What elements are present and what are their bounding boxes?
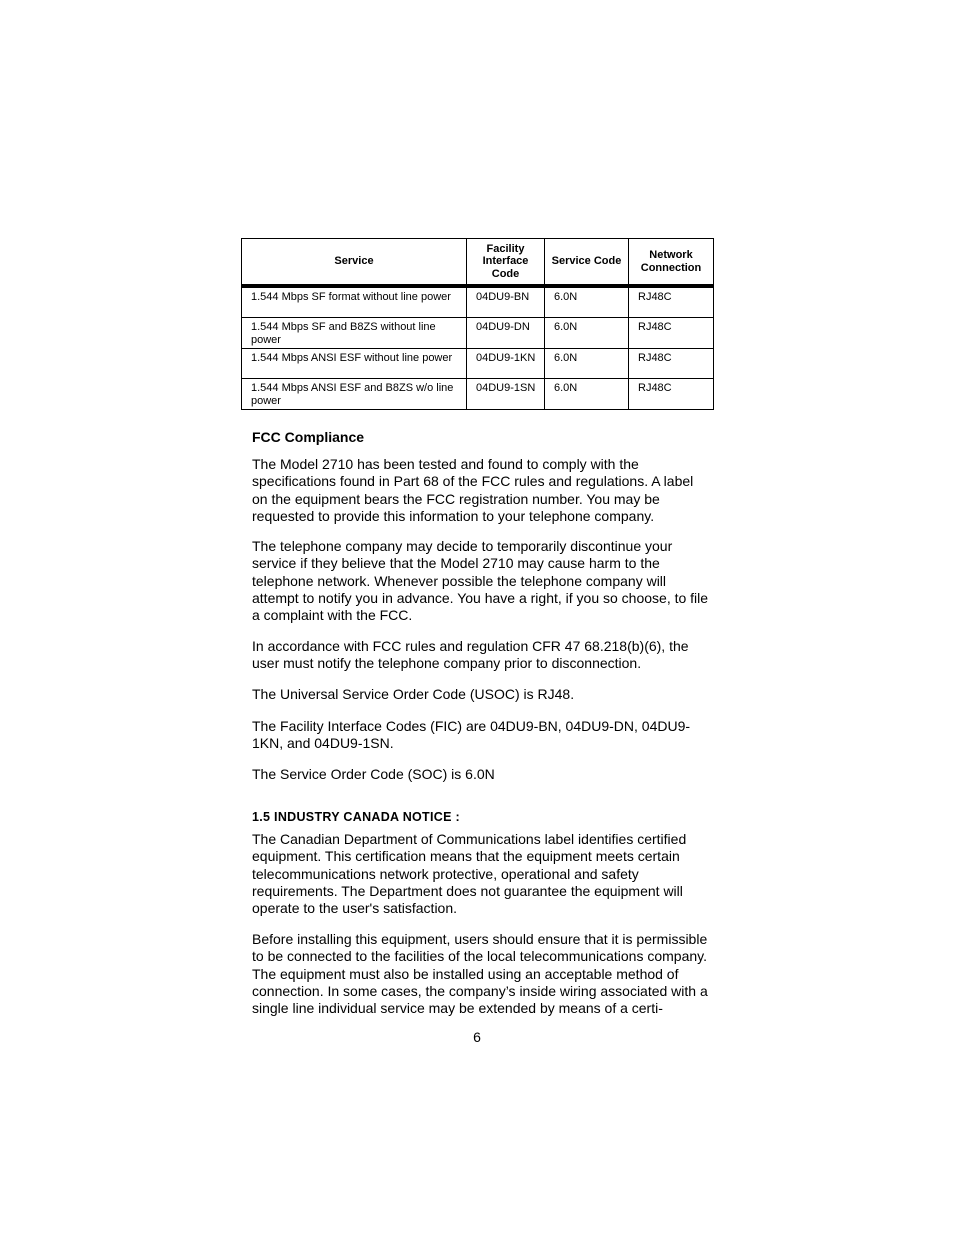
table-row xyxy=(242,379,714,410)
fcc-paragraph-soc: The Service Order Code (SOC) is 6.0N xyxy=(252,766,495,782)
header-service: Service xyxy=(242,239,467,287)
fcc-compliance-heading: FCC Compliance xyxy=(252,429,365,445)
table-header-row xyxy=(242,239,714,287)
cell-service: 1.544 Mbps SF format without line power xyxy=(242,286,467,318)
cell-network-connection: RJ48C xyxy=(629,318,714,349)
table-row xyxy=(242,349,714,379)
header-network-connection: Network Connection xyxy=(629,239,714,287)
industry-canada-heading: 1.5 INDUSTRY CANADA NOTICE : xyxy=(252,810,460,824)
cell-network-connection: RJ48C xyxy=(629,379,714,410)
fcc-paragraph-3: In accordance with FCC rules and regulation CFR 47 68.218(b)(6), the user must notify the telephone company prior to disconnection. xyxy=(252,638,689,672)
table-row xyxy=(242,318,714,349)
cell-network-connection: RJ48C xyxy=(629,349,714,379)
fcc-paragraph-usoc: The Universal Service Order Code (USOC) is RJ48. xyxy=(252,686,575,702)
service-table xyxy=(241,238,714,410)
cell-service: 1.544 Mbps SF and B8ZS without line power xyxy=(242,318,467,349)
cell-service: 1.544 Mbps ANSI ESF without line power xyxy=(242,349,467,379)
cell-service: 1.544 Mbps ANSI ESF and B8ZS w/o line power xyxy=(242,379,467,410)
fcc-paragraph-1: The Model 2710 has been tested and found to comply with the specifications found in Part 68 of the FCC rules and regulations. A label on the equipment bears the FCC registration number. You may be requested to provide this information to your telephone company. xyxy=(252,456,694,524)
table-row xyxy=(242,286,714,318)
cell-fic: 04DU9-BN xyxy=(467,286,545,318)
cell-service-code: 6.0N xyxy=(545,286,629,318)
page-number: 6 xyxy=(473,1029,481,1045)
fcc-paragraph-fic: The Facility Interface Codes (FIC) are 04DU9-BN, 04DU9-DN, 04DU9-1KN, and 04DU9-1SN. xyxy=(252,718,691,752)
fcc-paragraph-2: The telephone company may decide to temporarily discontinue your service if they believe that the Model 2710 may cause harm to the telephone network. Whenever possible the telephone company will attempt to notify you in advance. You have a right, if you so choose, to file a complaint with the FCC. xyxy=(252,538,709,624)
cell-service-code: 6.0N xyxy=(545,349,629,379)
canada-paragraph-1: The Canadian Department of Communications label identifies certified equipment. This certification means that the equipment meets certain telecommunications network protective, operational and safety requirements. The Department does not guarantee the equipment will operate to the user's satisfaction. xyxy=(252,831,687,917)
canada-paragraph-2: Before installing this equipment, users should ensure that it is permissible to be connected to the facilities of the local telecommunications company. The equipment must also be installed using an acceptable method of connection. In some cases, the company’s inside wiring associated with a single line individual service may be extended by means of a certi- xyxy=(252,931,708,1017)
cell-fic: 04DU9-1SN xyxy=(467,379,545,410)
cell-fic: 04DU9-DN xyxy=(467,318,545,349)
cell-service-code: 6.0N xyxy=(545,379,629,410)
header-facility-interface-code: Facility Interface Code xyxy=(467,239,545,287)
header-service-code: Service Code xyxy=(545,239,629,287)
cell-network-connection: RJ48C xyxy=(629,286,714,318)
cell-service-code: 6.0N xyxy=(545,318,629,349)
cell-fic: 04DU9-1KN xyxy=(467,349,545,379)
